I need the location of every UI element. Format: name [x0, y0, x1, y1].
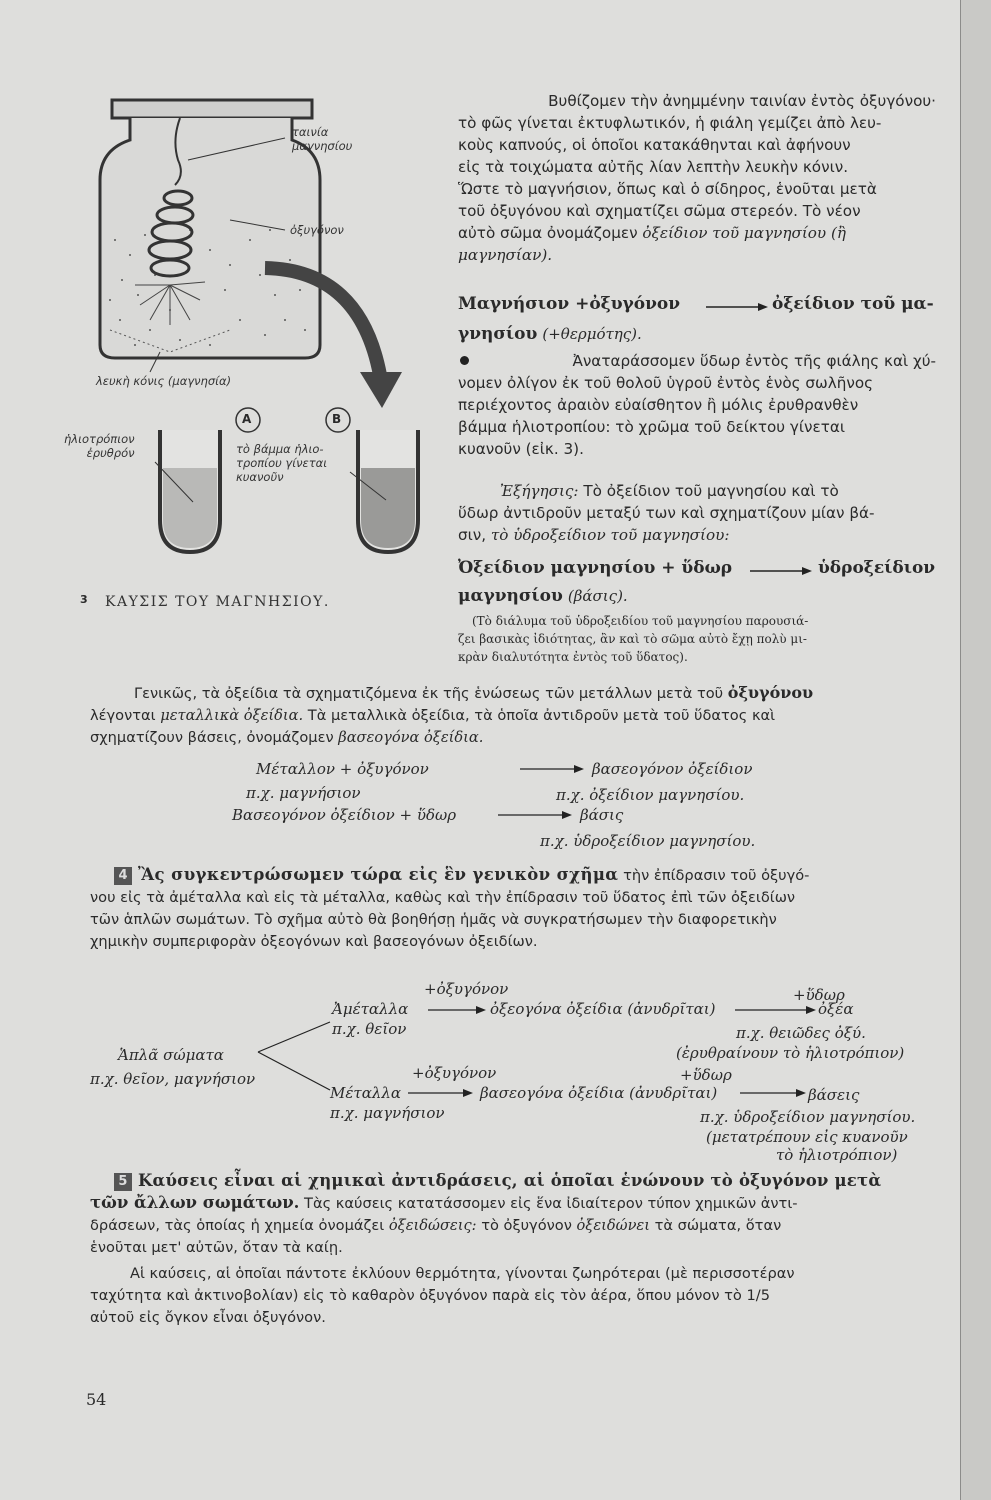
- tube-a-liquid: [163, 468, 217, 548]
- text-line: Αἱ καύσεις, αἱ ὁποῖαι πάντοτε ἐκλύουν θερμότητα, γίνονται ζωηρότεραι (μὲ περισσοτέραν: [130, 1265, 795, 1282]
- equation-1-cont: [458, 322, 642, 346]
- gen-eq-4: π.χ. ὑδροξείδιον μαγνησίου.: [540, 832, 756, 850]
- text-line: αὐτοῦ εἰς ὄγκον εἶναι ὀξυγόνον.: [90, 1309, 326, 1326]
- jar-lid: [112, 100, 312, 118]
- equation-2-tail: μαγνησίου: [458, 586, 563, 606]
- section-title: Καύσεις εἶναι αἱ χημικαὶ ἀντιδράσεις, αἱ ὁποῖαι ἑνώνουν τὸ ὀξυγόνον μετὰ: [138, 1171, 882, 1190]
- tube-a-letter: A: [242, 412, 252, 426]
- scheme-metals: Μέταλλα: [330, 1084, 401, 1102]
- label-ribbon: ταινία μαγνησίου: [292, 125, 353, 153]
- italic-term: ὀξειδώνει: [576, 1217, 650, 1234]
- italic-term: ὀξειδώσεις:: [388, 1217, 477, 1234]
- scheme-acids-eg: π.χ. θειῶδες ὀξύ.: [736, 1024, 866, 1042]
- text-line: κοὺς καπνούς, οἱ ὁποῖοι κατακάθηνται καὶ ἀφήνουν: [458, 136, 851, 154]
- text-line: ὕδωρ ἀντιδροῦν μεταξύ των καὶ σχηματίζουν μίαν βά-: [458, 504, 875, 522]
- scheme-acids: ὀξέα: [818, 1000, 854, 1018]
- equation-1-arrow: [706, 302, 768, 312]
- equation-1-left: Μαγνήσιον +ὀξυγόνον: [458, 294, 681, 314]
- text-line: ταχύτητα καὶ ἀκτινοβολίαν) εἰς τὸ καθαρὸν ὀξυγόνον παρὰ εἰς τὸν ἀέρα, ὅπου μόνον τὸ 1/5: [90, 1287, 770, 1304]
- tube-b-letter: B: [332, 412, 342, 426]
- gen-eq-2-left: π.χ. μαγνήσιον: [246, 784, 361, 802]
- label-red-litmus: ἡλιοτρόπιον ἐρυθρόν: [64, 432, 135, 460]
- italic-term: μαγνησίαν).: [458, 246, 553, 264]
- section-5: [90, 1170, 936, 1329]
- jar-body: [100, 118, 320, 358]
- scheme-simple: Ἁπλᾶ σώματα: [118, 1046, 224, 1064]
- scheme-nonmetals-eg: π.χ. θεῖον: [332, 1020, 407, 1038]
- text-line: κυανοῦν (εἰκ. 3).: [458, 440, 584, 458]
- combustion-figure: [60, 90, 450, 570]
- text-line: (Τὸ διάλυμα τοῦ ὑδροξειδίου τοῦ μαγνησίου παρουσιά-: [472, 614, 809, 628]
- label-blue-litmus: τὸ βάμμα ἡλιο- τροπίου γίνεται κυανοῦν: [236, 442, 328, 484]
- equation-1-heat: (+θερμότης).: [542, 325, 642, 343]
- page-number: 54: [86, 1390, 107, 1409]
- text-line: βάμμα ἡλιοτροπίου: τὸ χρῶμα τοῦ δείκτου γίνεται: [458, 418, 845, 436]
- bold-term: ὀξυγόνου: [727, 683, 814, 702]
- text-line: τοῦ ὀξυγόνου καὶ σχηματίζει σῶμα στερεόν. Τὸ νέον: [458, 202, 861, 220]
- scheme-base-oxides: βασεογόνα ὀξείδια (ἀνυδρῖται): [480, 1084, 718, 1102]
- text-line: τῶν ἁπλῶν σωμάτων. Τὸ σχῆμα αὐτὸ θὰ βοηθήσῃ ἡμᾶς νὰ συγκρατήσωμεν τὴν διαφορετικὴν: [90, 911, 777, 928]
- scheme-plus-oxygen-2: +ὀξυγόνον: [412, 1064, 497, 1082]
- text-line: τὴν ἐπίδρασιν τοῦ ὀξυγό-: [623, 867, 810, 884]
- note-paragraph: [458, 612, 936, 666]
- text-line: δράσεων, τὰς ὁποίας ἡ χημεία ὀνομάζει: [90, 1217, 385, 1234]
- paragraph-1: [458, 90, 936, 266]
- scheme-bases: βάσεις: [808, 1086, 860, 1104]
- scheme-plus-water-2: +ὕδωρ: [680, 1066, 732, 1084]
- text-line: Τὸ ὀξείδιον τοῦ μαγνησίου καὶ τὸ: [583, 482, 839, 500]
- section-title-cont: τῶν ἄλλων σωμάτων.: [90, 1193, 300, 1212]
- text-line: Βυθίζομεν τὴν ἀνημμένην ταινίαν ἐντὸς ὀξυγόνου·: [548, 92, 936, 110]
- text-line: σιν,: [458, 526, 487, 544]
- scheme-plus-oxygen: +ὀξυγόνον: [424, 980, 509, 998]
- label-white-powder: λευκὴ κόνις (μαγνησία): [96, 374, 232, 388]
- figure-caption: ΚΑΥΣΙΣ ΤΟΥ ΜΑΓΝΗΣΙΟΥ.: [105, 594, 330, 610]
- scheme-acids-note: (ἐρυθραίνουν τὸ ἡλιοτρόπιον): [676, 1044, 905, 1062]
- page-edge: [960, 0, 991, 1500]
- equation-2-cont: [458, 584, 628, 608]
- scheme-plus-water: +ὕδωρ: [793, 986, 845, 1004]
- scheme-metals-eg: π.χ. μαγνήσιον: [330, 1104, 445, 1122]
- text-line: ζει βασικὰς ἰδιότητας, ἂν καὶ τὸ σῶμα αὐτὸ ἔχῃ πολὺ μι-: [458, 632, 807, 646]
- scheme-bases-eg: π.χ. ὑδροξείδιον μαγνησίου.: [700, 1108, 916, 1126]
- equation-2-right: ὑδροξείδιον: [818, 558, 936, 578]
- text-line: τὸ ὀξυγόνον: [481, 1217, 572, 1234]
- section-number: 5: [114, 1173, 132, 1191]
- equation-2-arrow: [750, 566, 812, 576]
- text-line: ἑνοῦται μετ' αὐτῶν, ὅταν τὰ καίῃ.: [90, 1239, 343, 1256]
- tube-b-liquid: [361, 468, 415, 548]
- gen-eq-2-right: π.χ. ὀξείδιον μαγνησίου.: [556, 786, 745, 804]
- text-line: τὰ σώματα, ὅταν: [654, 1217, 782, 1234]
- equation-1-tail: γνησίου: [458, 324, 538, 344]
- text-line: λέγονται: [90, 707, 156, 724]
- text-line: περιέχοντος ἀραιὸν εὐαίσθητον ἢ μόλις ἐρυθρανθὲν: [458, 396, 859, 414]
- equation-2-left: Ὀξείδιον μαγνησίου + ὕδωρ: [458, 558, 733, 578]
- text-line: κρὰν διαλυτότητα ἐντὸς τοῦ ὕδατος).: [458, 650, 688, 664]
- text-line: Γενικῶς, τὰ ὀξείδια τὰ σχηματιζόμενα ἐκ τῆς ἑνώσεως τῶν μετάλλων μετὰ τοῦ: [134, 685, 724, 702]
- explanation-label: Ἐξήγησις:: [500, 482, 579, 500]
- text-line: Τὰ μεταλλικὰ ὀξείδια, τὰ ὁποῖα ἀντιδροῦν μετὰ τοῦ ὕδατος καὶ: [307, 707, 776, 724]
- equation-2-base: (βάσις).: [567, 587, 628, 605]
- italic-term: μεταλλικὰ ὀξείδια.: [160, 707, 304, 724]
- text-line: νου εἰς τὰ ἀμέταλλα καὶ εἰς τὰ μέταλλα, καθὼς καὶ τὴν ἐπίδρασιν τοῦ ὕδατος ἐπὶ τῶν ὀξειδίων: [90, 889, 796, 906]
- text-line: τὸ φῶς γίνεται ἐκτυφλωτικόν, ἡ φιάλη γεμίζει ἀπὸ λευ-: [458, 114, 882, 132]
- scheme-bases-note-1: (μετατρέπουν εἰς κυανοῦν: [706, 1128, 908, 1146]
- italic-term: ὀξείδιον τοῦ μαγνησίου (ἢ: [642, 224, 846, 242]
- scheme-nonmetals: Ἀμέταλλα: [332, 1000, 409, 1018]
- text-line: σχηματίζουν βάσεις, ὀνομάζομεν: [90, 729, 334, 746]
- section-4: [90, 864, 936, 953]
- gen-eq-1-arrow: [520, 764, 584, 774]
- text-line: Ἀναταράσσομεν ὕδωρ ἐντὸς τῆς φιάλης καὶ χύ-: [572, 352, 936, 370]
- scheme-acid-oxides: ὀξεογόνα ὀξείδια (ἀνυδρῖται): [490, 1000, 716, 1018]
- text-line: χημικὴν συμπεριφορὰν ὀξεογόνων καὶ βασεογόνων ὀξειδίων.: [90, 933, 538, 950]
- gen-eq-3: Βασεογόνον ὀξείδιον + ὕδωρ: [232, 806, 457, 824]
- text-line: Τὰς καύσεις κατατάσσομεν εἰς ἕνα ἰδιαίτερον τύπον χημικῶν ἀντι-: [304, 1195, 798, 1212]
- general-paragraph: [90, 682, 936, 749]
- gen-eq-3-arrow: [498, 810, 572, 820]
- text-line: εἰς τὰ τοιχώματα αὐτῆς λίαν λεπτὴν λευκὴν κόνιν.: [458, 158, 849, 176]
- scheme-bases-note-2: τὸ ἡλιοτρόπιον): [776, 1146, 898, 1164]
- text-line: νομεν ὀλίγον ἐκ τοῦ θολοῦ ὑγροῦ ἐντὸς ἑνὸς σωλῆνος: [458, 374, 874, 392]
- text-line: αὐτὸ σῶμα ὀνομάζομεν: [458, 224, 638, 242]
- caption-number: 3: [80, 593, 88, 606]
- gen-eq-1: Μέταλλον + ὀξυγόνον: [256, 760, 429, 778]
- italic-term: τὸ ὑδροξείδιον τοῦ μαγνησίου:: [490, 526, 730, 544]
- paragraph-3: [458, 480, 936, 546]
- gen-eq-3-right: βάσις: [580, 806, 624, 824]
- section-number: 4: [114, 867, 132, 885]
- paragraph-2: [458, 350, 936, 460]
- text-line: Ὥστε τὸ μαγνήσιον, ὅπως καὶ ὁ σίδηρος, ἑνοῦται μετὰ: [458, 180, 877, 198]
- gen-eq-1-right: βασεογόνον ὀξείδιον: [592, 760, 753, 778]
- scheme-simple-eg: π.χ. θεῖον, μαγνήσιον: [90, 1070, 256, 1088]
- label-oxygen: ὀξυγόνον: [290, 223, 344, 237]
- equation-1-right: ὀξείδιον τοῦ μα-: [772, 294, 934, 314]
- section-title: Ἂς συγκεντρώσωμεν τώρα εἰς ἓν γενικὸν σχῆμα: [138, 865, 619, 884]
- italic-term: βασεογόνα ὀξείδια.: [338, 729, 484, 746]
